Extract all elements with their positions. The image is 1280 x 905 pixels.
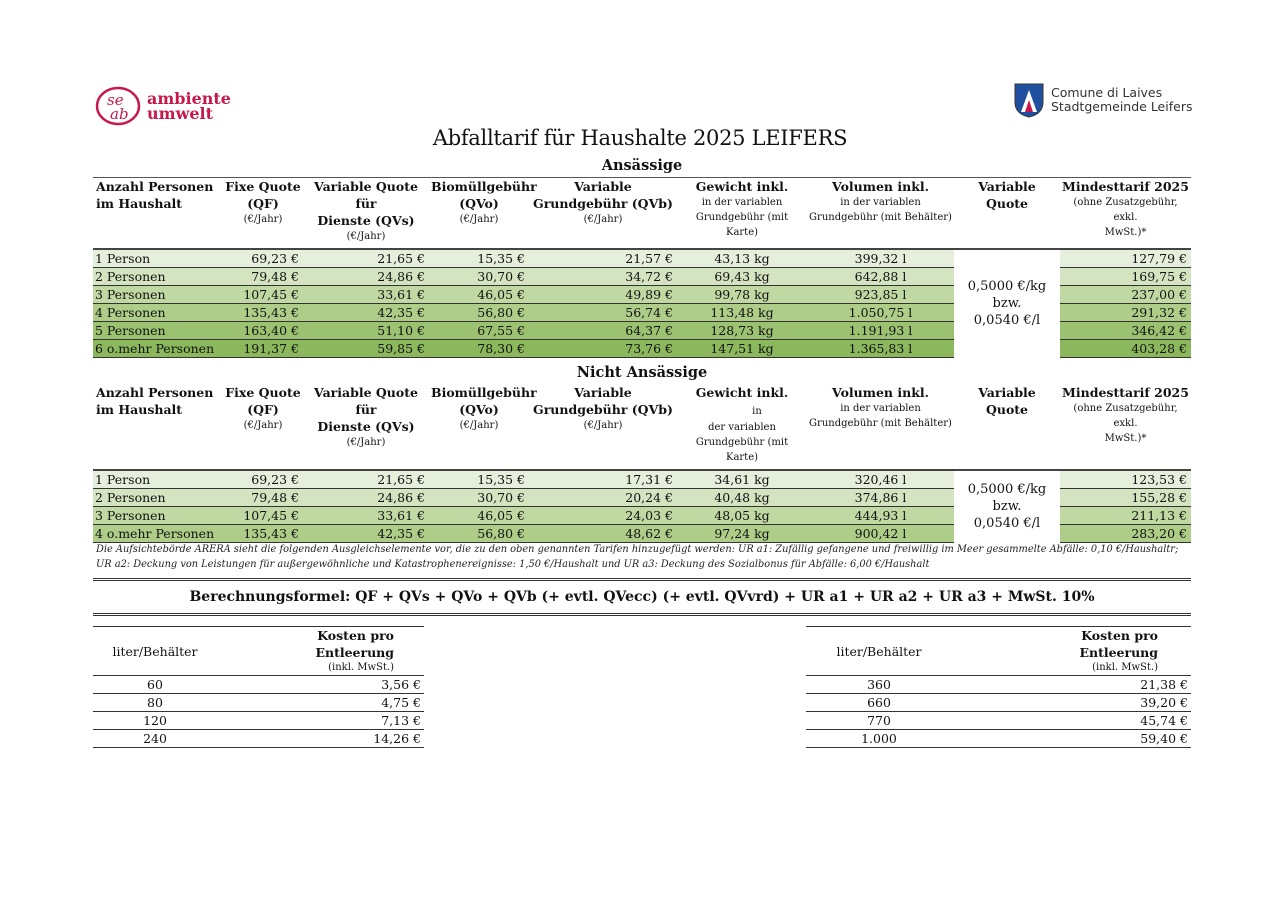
cell-qvb: 73,76 € [529,340,677,358]
header-liter: liter/Behälter [93,627,217,676]
cell-qvb: 49,89 € [529,286,677,304]
comune-logo [1013,82,1192,118]
cell-persons: 1 Person [93,470,223,489]
cell-persons: 6 o.mehr Personen [93,340,223,358]
cell-volume: 923,85 l [807,286,954,304]
cell-qvb: 34,72 € [529,268,677,286]
cell-persons: 2 Personen [93,489,223,507]
header-min-tariff: Mindesttarif 2025 (ohne Zusatzgebühr, exkl. MwSt.)* [1060,384,1191,470]
cell-persons: 3 Personen [93,507,223,525]
svg-text:ab: ab [110,105,129,123]
table-header-row [93,384,1191,470]
cell-cost: 39,20 € [952,694,1191,712]
header-liter: liter/Behälter [806,627,952,676]
header-cost: Kosten pro Entleerung (inkl. MwSt.) [952,627,1191,676]
cell-qvb: 64,37 € [529,322,677,340]
cell-weight: 99,78 kg [677,286,807,304]
cell-liter: 240 [93,730,217,748]
cell-qf: 135,43 € [223,304,303,322]
container-row [93,712,424,730]
cell-cost: 7,13 € [217,712,424,730]
variable-quote-cell [954,470,1060,543]
tariff-row [93,249,1191,268]
tariff-row [93,470,1191,489]
cell-qvb: 24,03 € [529,507,677,525]
cell-persons: 5 Personen [93,322,223,340]
cell-cost: 4,75 € [217,694,424,712]
cell-volume: 374,86 l [807,489,954,507]
cell-qvo: 46,05 € [429,286,529,304]
header-qf: Fixe Quote (QF) (€/Jahr) [223,384,303,470]
header-persons: Anzahl Personen im Haushalt [93,178,223,250]
header-weight: Gewicht inkl. in der variablen Grundgebühr (mit Karte) [677,178,807,250]
svg-text:se: se [107,91,124,109]
cell-weight: 43,13 kg [677,249,807,268]
comune-line2: Stadtgemeinde Leifers [1051,99,1193,114]
cell-min-tariff: 127,79 € [1060,249,1191,268]
table-header-row [93,178,1191,250]
cell-weight: 69,43 kg [677,268,807,286]
cell-weight: 34,61 kg [677,470,807,489]
cell-qf: 191,37 € [223,340,303,358]
header-qf: Fixe Quote (QF) (€/Jahr) [223,178,303,250]
section-title-resident: Ansässige [601,157,683,174]
cell-qvs: 33,61 € [303,507,429,525]
variable-quote-cell [954,249,1060,358]
comune-line1: Comune di Laives [1051,85,1163,100]
header-qvs: Variable Quote für Dienste (QVs) (€/Jahr) [303,178,429,250]
cell-weight: 113,48 kg [677,304,807,322]
cell-persons: 4 Personen [93,304,223,322]
cell-min-tariff: 291,32 € [1060,304,1191,322]
variable-quote-line: 0,5000 €/kg [967,482,1047,498]
cell-volume: 1.191,93 l [807,322,954,340]
cell-volume: 900,42 l [807,525,954,543]
cell-liter: 1.000 [806,730,952,748]
cell-qvo: 15,35 € [429,249,529,268]
cell-qf: 107,45 € [223,507,303,525]
cell-qvs: 42,35 € [303,525,429,543]
coat-of-arms-icon [1013,82,1045,118]
cell-volume: 399,32 l [807,249,954,268]
cell-qf: 107,45 € [223,286,303,304]
ambiente-umwelt-logo [95,86,231,126]
cell-liter: 660 [806,694,952,712]
header-weight: Gewicht inkl. in der variablen Grundgebühr (mit Karte) [677,384,807,470]
section-title-nonresident: Nicht Ansässige [576,364,708,381]
cell-weight: 97,24 kg [677,525,807,543]
header-qvo: Biomüllgebühr (QVo) (€/Jahr) [429,384,529,470]
cell-qvs: 21,65 € [303,470,429,489]
header-qvb: Variable Grundgebühr (QVb) (€/Jahr) [529,178,677,250]
container-cost-table-right [806,626,1191,748]
cell-persons: 2 Personen [93,268,223,286]
container-row [806,694,1191,712]
cell-cost: 14,26 € [217,730,424,748]
cell-qvb: 20,24 € [529,489,677,507]
cell-qf: 135,43 € [223,525,303,543]
cell-qvo: 78,30 € [429,340,529,358]
cell-qvs: 24,86 € [303,489,429,507]
header-variable-quote: Variable Quote [954,384,1060,470]
cell-liter: 60 [93,676,217,694]
header-volume: Volumen inkl. in der variablen Grundgebühr (mit Behälter) [807,178,954,250]
seab-logo-icon [95,86,141,126]
cell-volume: 1.050,75 l [807,304,954,322]
resident-tariff-table [93,177,1191,358]
brand-line1: ambiente [147,89,231,108]
cell-qf: 79,48 € [223,489,303,507]
cell-weight: 40,48 kg [677,489,807,507]
cell-min-tariff: 211,13 € [1060,507,1191,525]
calculation-formula: Berechnungsformel: QF + QVs + QVo + QVb (+ evtl. QVecc) (+ evtl. QVvrd) + UR a1 + UR a2 + UR a3 + MwSt. 10% [93,578,1191,616]
cell-qvb: 56,74 € [529,304,677,322]
header-variable-quote: Variable Quote [954,178,1060,250]
cell-volume: 1.365,83 l [807,340,954,358]
cell-volume: 444,93 l [807,507,954,525]
cell-min-tariff: 123,53 € [1060,470,1191,489]
variable-quote-line: bzw. [992,499,1022,515]
cell-weight: 48,05 kg [677,507,807,525]
container-row [93,730,424,748]
cell-qvs: 21,65 € [303,249,429,268]
header-cost: Kosten pro Entleerung (inkl. MwSt.) [217,627,424,676]
header-volume: Volumen inkl. in der variablen Grundgebühr (mit Behälter) [807,384,954,470]
cell-volume: 320,46 l [807,470,954,489]
cell-liter: 360 [806,676,952,694]
cell-cost: 59,40 € [952,730,1191,748]
cell-qvo: 67,55 € [429,322,529,340]
variable-quote-line: 0,0540 €/l [973,313,1041,329]
variable-quote-line: 0,5000 €/kg [967,279,1047,295]
variable-quote-line: bzw. [992,296,1022,312]
cell-cost: 45,74 € [952,712,1191,730]
cell-qvs: 24,86 € [303,268,429,286]
container-row [806,712,1191,730]
cell-min-tariff: 237,00 € [1060,286,1191,304]
cell-qf: 69,23 € [223,470,303,489]
nonresident-tariff-table [93,384,1191,543]
header-min-tariff: Mindesttarif 2025 (ohne Zusatzgebühr, exkl. MwSt.)* [1060,178,1191,250]
container-header-row [93,627,424,676]
container-row [93,676,424,694]
cell-liter: 80 [93,694,217,712]
cell-qvo: 15,35 € [429,470,529,489]
cell-min-tariff: 346,42 € [1060,322,1191,340]
cell-qvb: 21,57 € [529,249,677,268]
cell-persons: 3 Personen [93,286,223,304]
cell-qvb: 17,31 € [529,470,677,489]
cell-min-tariff: 169,75 € [1060,268,1191,286]
cell-min-tariff: 403,28 € [1060,340,1191,358]
header-qvo: Biomüllgebühr (QVo) (€/Jahr) [429,178,529,250]
cell-qvo: 56,80 € [429,525,529,543]
cell-qvs: 42,35 € [303,304,429,322]
cell-qf: 69,23 € [223,249,303,268]
cell-liter: 120 [93,712,217,730]
container-row [93,694,424,712]
header-qvs: Variable Quote für Dienste (QVs) (€/Jahr) [303,384,429,470]
cell-volume: 642,88 l [807,268,954,286]
cell-qvo: 30,70 € [429,268,529,286]
cell-min-tariff: 283,20 € [1060,525,1191,543]
cell-persons: 4 o.mehr Personen [93,525,223,543]
container-cost-table-left [93,626,424,748]
cell-liter: 770 [806,712,952,730]
page-title: Abfalltarif für Haushalte 2025 LEIFERS [432,126,848,150]
cell-qvo: 30,70 € [429,489,529,507]
cell-cost: 3,56 € [217,676,424,694]
container-row [806,676,1191,694]
container-row [806,730,1191,748]
cell-persons: 1 Person [93,249,223,268]
cell-weight: 128,73 kg [677,322,807,340]
cell-qf: 79,48 € [223,268,303,286]
header-persons: Anzahl Personen im Haushalt [93,384,223,470]
cell-cost: 21,38 € [952,676,1191,694]
cell-min-tariff: 155,28 € [1060,489,1191,507]
variable-quote-line: 0,0540 €/l [973,516,1041,532]
cell-qvo: 46,05 € [429,507,529,525]
arera-note: Die Aufsichtebörde ARERA sieht die folgenden Ausgleichselemente vor, die zu den oben genannten Tarifen hinzugefügt werden: UR a1: Zufällig gefangene und freiwillig im Meer gesammelte Abfälle: 0,10 €/Haushaltr; UR a2: Deckung von Leistungen für außergewöhnliche und Katastrophenereignisse: 1,50 €/Haushalt und UR a3: Deckung des Sozialbonus für Abfälle: 6,00 €/Haushalt [96,544,1179,570]
brand-line2: umwelt [147,104,213,123]
cell-weight: 147,51 kg [677,340,807,358]
header-qvb: Variable Grundgebühr (QVb) (€/Jahr) [529,384,677,470]
cell-qvo: 56,80 € [429,304,529,322]
cell-qf: 163,40 € [223,322,303,340]
cell-qvs: 51,10 € [303,322,429,340]
container-header-row [806,627,1191,676]
cell-qvs: 59,85 € [303,340,429,358]
cell-qvs: 33,61 € [303,286,429,304]
cell-qvb: 48,62 € [529,525,677,543]
